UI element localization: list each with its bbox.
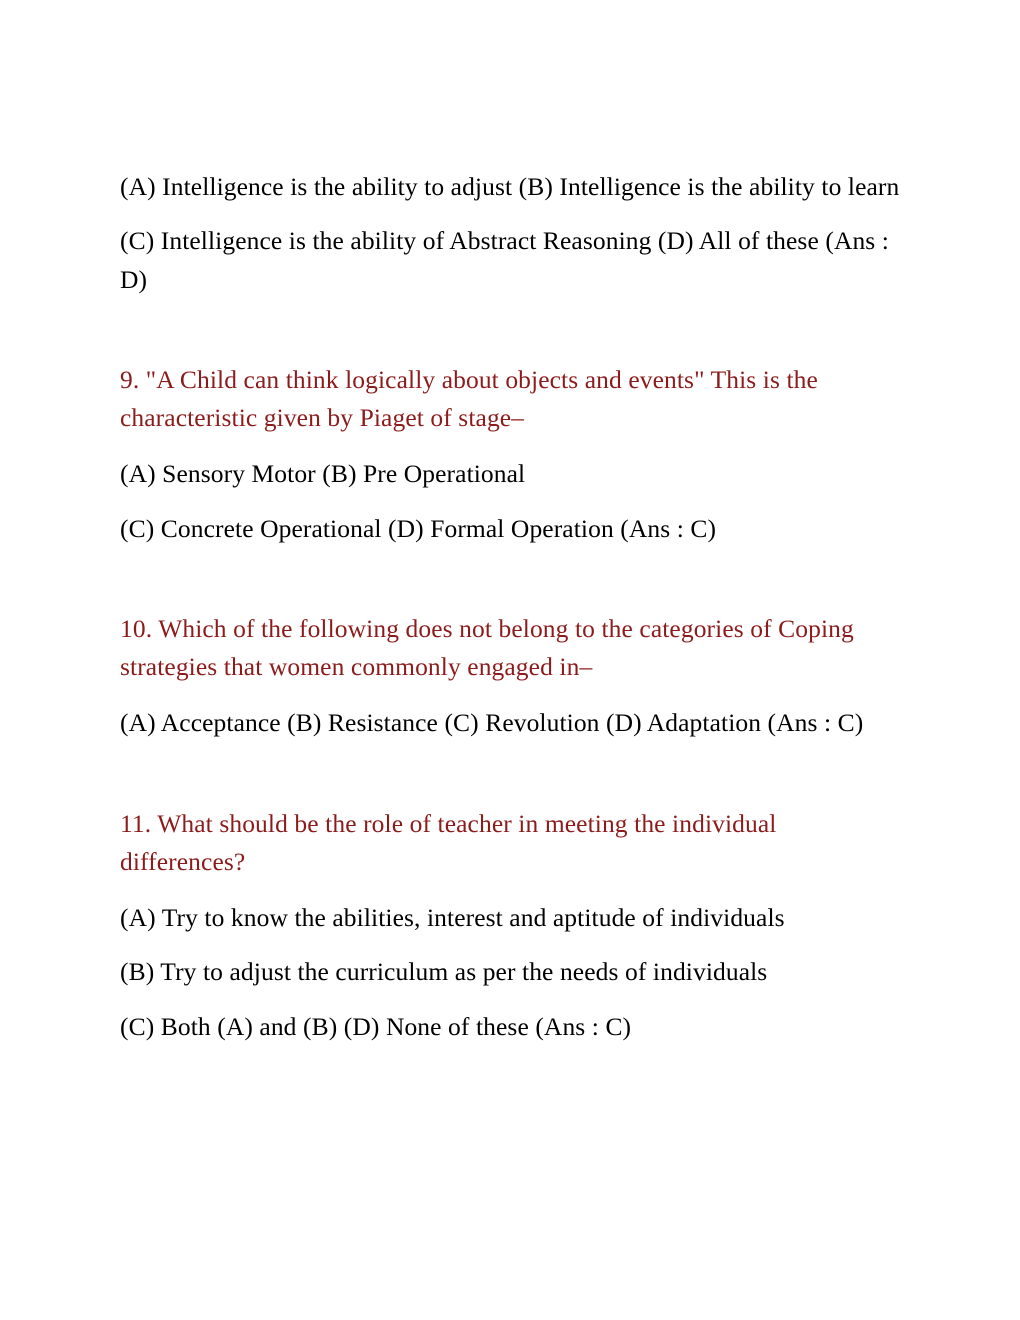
spacer [120, 743, 900, 805]
answer-options-line: (A) Acceptance (B) Resistance (C) Revolution (D) Adaptation (Ans : C) [120, 708, 864, 738]
spacer [120, 881, 900, 899]
spacer [120, 686, 900, 704]
answer-options-line: (C) Both (A) and (B) (D) None of these (Ans : C) [120, 1011, 632, 1041]
answer-options-line: (C) Intelligence is the ability of Abstract Reasoning (D) All of these (Ans : D) [120, 226, 889, 294]
spacer [120, 548, 900, 610]
question-10: 10. Which of the following does not belong to the categories of Coping strategies that women commonly engaged in– [120, 613, 854, 681]
answer-options-line: (A) Intelligence is the ability to adjust (B) Intelligence is the ability to learn [120, 172, 900, 201]
answer-options-line: (A) Sensory Motor (B) Pre Operational [120, 459, 526, 489]
answer-options-line: (A) Try to know the abilities, interest and aptitude of individuals [120, 903, 785, 932]
question-11: 11. What should be the role of teacher in meeting the individual differences? [120, 808, 777, 876]
spacer [120, 937, 900, 953]
spacer [120, 992, 900, 1008]
spacer [120, 299, 900, 361]
spacer [120, 437, 900, 455]
answer-options-line: (B) Try to adjust the curriculum as per the needs of individuals [120, 957, 768, 987]
spacer [120, 206, 900, 222]
question-9: 9. "A Child can think logically about objects and events" This is the characteristic given by Piaget of stage– [120, 364, 818, 432]
answer-options-line: (C) Concrete Operational (D) Formal Operation (Ans : C) [120, 513, 717, 543]
spacer [120, 494, 900, 510]
